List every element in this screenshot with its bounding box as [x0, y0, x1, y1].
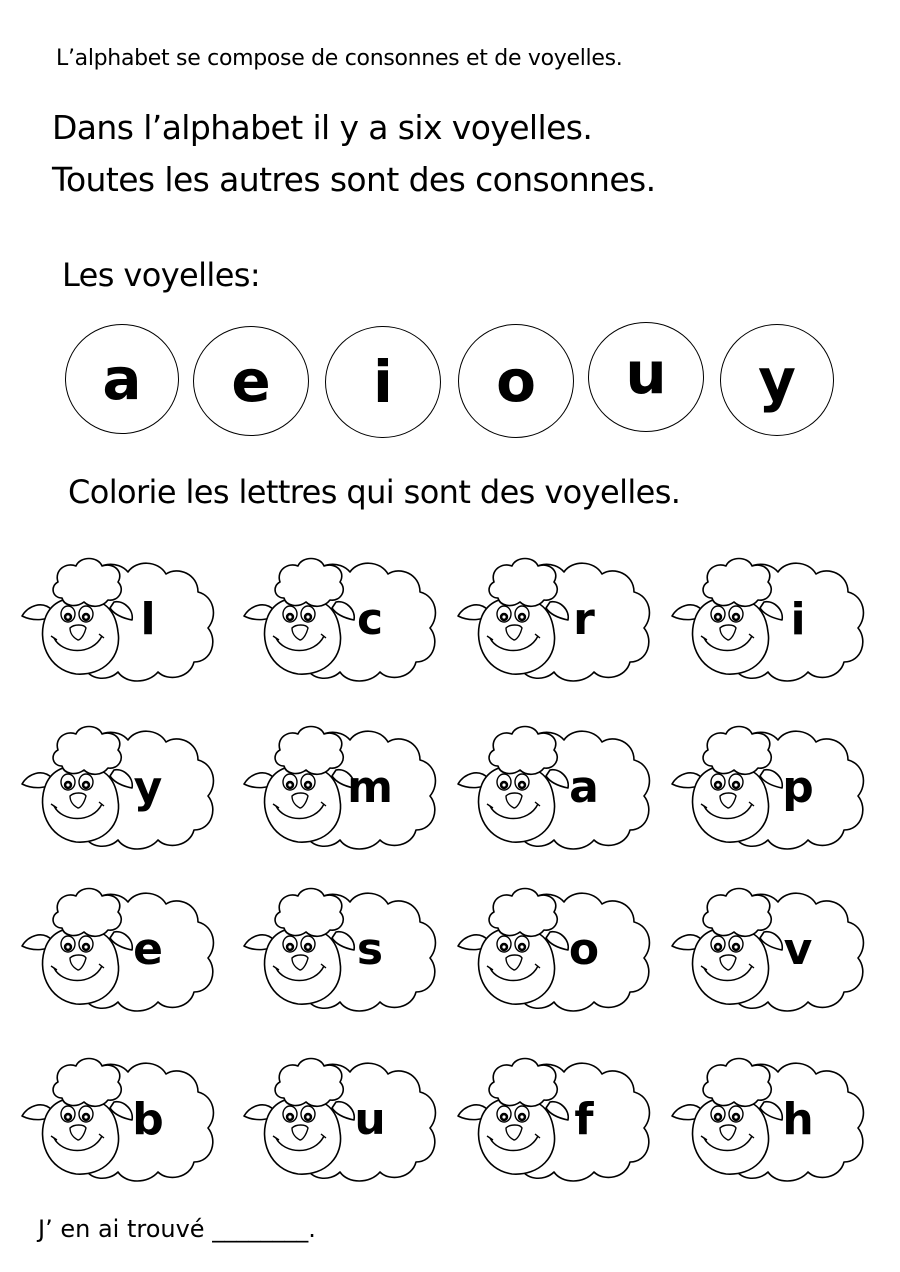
sheep-letter: y — [133, 762, 163, 813]
sheep-letter: s — [356, 924, 384, 975]
sheep-letter: m — [347, 762, 393, 813]
sheep-0-2[interactable] — [454, 552, 659, 687]
sheep-letter: f — [574, 1094, 594, 1145]
vowel-circle-u: u — [588, 322, 704, 432]
vowel-circle-o: o — [458, 324, 574, 438]
sheep-letter: a — [569, 762, 599, 813]
vowels-heading: Les voyelles: — [62, 256, 261, 294]
vowel-circle-e: e — [193, 326, 309, 436]
intro-sentence: L’alphabet se compose de consonnes et de voyelles. — [56, 46, 623, 71]
consonant-sentence: Toutes les autres sont des consonnes. — [52, 160, 656, 199]
sheep-letter: i — [790, 594, 806, 645]
sheep-3-3[interactable] — [668, 1052, 873, 1187]
answer-line: J’ en ai trouvé ________. — [38, 1215, 316, 1243]
sheep-letter: r — [573, 594, 595, 645]
sheep-letter: h — [782, 1094, 814, 1145]
sheep-letter: c — [356, 594, 384, 645]
sheep-2-0[interactable] — [18, 882, 223, 1017]
sheep-3-2[interactable] — [454, 1052, 659, 1187]
sheep-3-1[interactable] — [240, 1052, 445, 1187]
sheep-2-1[interactable] — [240, 882, 445, 1017]
sheep-1-2[interactable] — [454, 720, 659, 855]
vowel-circle-y: y — [720, 324, 834, 436]
sheep-0-0[interactable] — [18, 552, 223, 687]
sheep-letter: b — [132, 1094, 164, 1145]
sheep-letter: p — [782, 762, 814, 813]
sheep-1-1[interactable] — [240, 720, 445, 855]
sheep-letter: e — [133, 924, 163, 975]
vowel-circle-i: i — [325, 326, 441, 438]
sheep-letter: v — [783, 924, 813, 975]
sheep-letter: l — [140, 594, 156, 645]
sheep-1-0[interactable] — [18, 720, 223, 855]
sheep-2-3[interactable] — [668, 882, 873, 1017]
sheep-2-2[interactable] — [454, 882, 659, 1017]
sheep-letter: o — [568, 924, 600, 975]
sheep-3-0[interactable] — [18, 1052, 223, 1187]
coloring-instruction: Colorie les lettres qui sont des voyelles. — [68, 473, 681, 511]
sheep-0-3[interactable] — [668, 552, 873, 687]
sheep-1-3[interactable] — [668, 720, 873, 855]
vowel-circle-a: a — [65, 324, 179, 434]
vowel-circles — [65, 322, 840, 442]
sheep-0-1[interactable] — [240, 552, 445, 687]
vowel-count-sentence: Dans l’alphabet il y a six voyelles. — [52, 108, 593, 147]
sheep-letter: u — [354, 1094, 386, 1145]
